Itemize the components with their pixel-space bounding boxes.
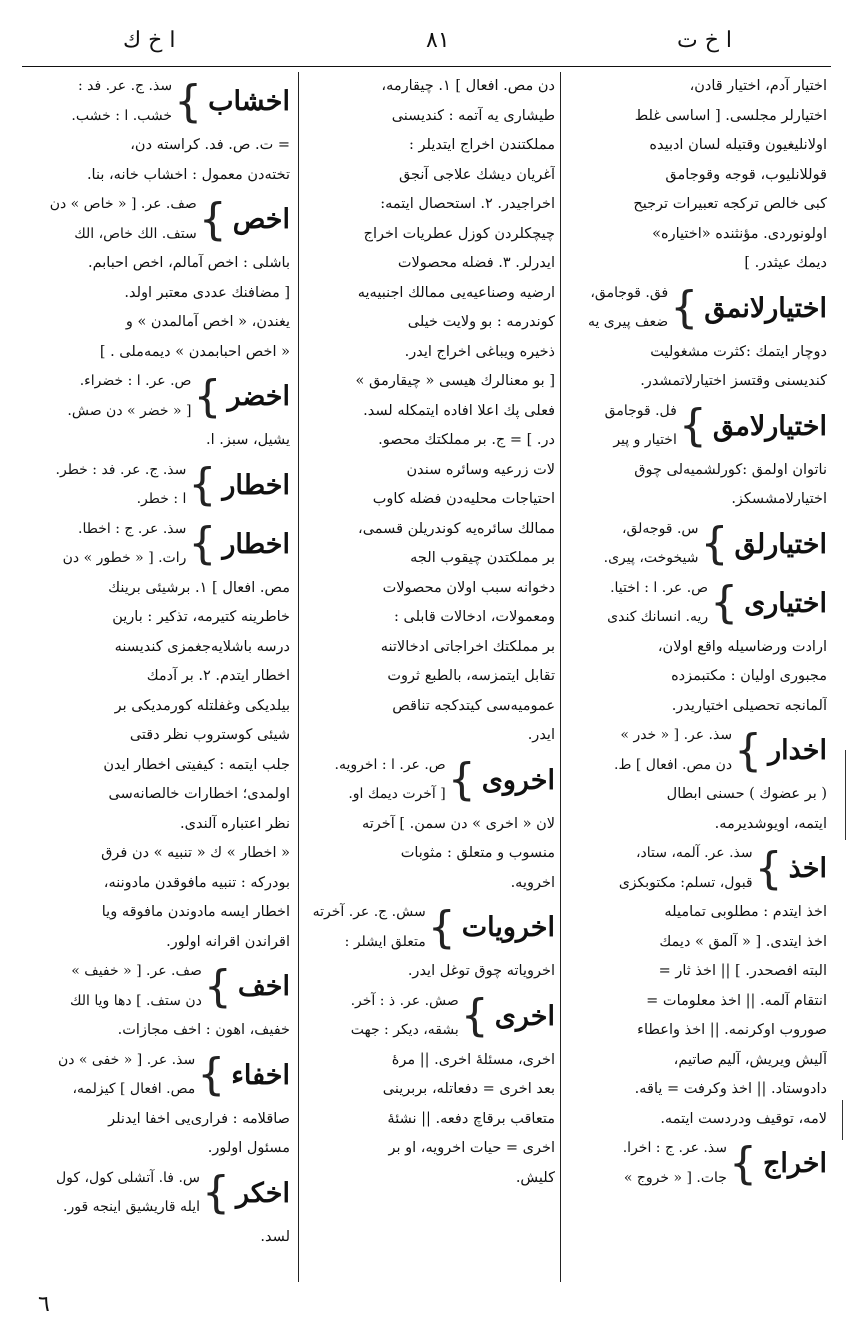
text-line: نظر اعتباره آلندی. <box>180 815 290 832</box>
text-line: ارضیه وصناعیه‌یی ممالك اجنبیه‌یه <box>357 284 555 301</box>
brace: } <box>447 754 476 805</box>
definition-line: سذ. عر. آلمه، ستاد، <box>635 845 753 861</box>
text-line: صوروب اوکرنمه. || اخذ واعطاء <box>637 1022 827 1038</box>
entry-definition <box>50 190 197 249</box>
text-line: = ت. ص. فد. کراسته دن، <box>130 137 290 153</box>
dictionary-entry <box>28 1046 290 1105</box>
dictionary-entry <box>565 397 827 456</box>
text-line: [ مضافنك عددی معتبر اولد. <box>124 284 290 301</box>
definition-line: [ « خضر » دن صش. <box>67 402 192 419</box>
entry-definition <box>351 987 459 1046</box>
entry-definition <box>58 1046 195 1105</box>
entry-definition <box>70 957 202 1016</box>
definition-line: [ آخرت دیمك او. <box>348 786 446 802</box>
text-line: تخته‌دن معمول : اخشاب خانه، بنا. <box>86 166 290 183</box>
entry-definition <box>63 515 187 574</box>
column-divider-left <box>298 72 299 1282</box>
text-line: آلیش ویریش، آلیم صاتیم، <box>673 1051 827 1068</box>
text-line: اخطار ایتدم. ۲. بر آدمك <box>146 668 290 684</box>
brace: } <box>427 901 456 953</box>
text-line: اولونوردی. مؤنثنده «اختیاره» <box>652 225 827 242</box>
definition-line: شیخوخت، پیری. <box>603 550 699 566</box>
headword: اختیارلامق <box>712 410 827 442</box>
middle-column <box>305 72 555 1282</box>
entry-definition <box>604 515 699 574</box>
definition-line: س. فا. آتشلی کول، کول <box>56 1169 200 1186</box>
text-line: مجبوری اولیان : مکتبمزده <box>671 668 827 684</box>
dictionary-entry <box>305 751 555 810</box>
definition-line: صف. عر. [ « خاص » دن <box>49 196 197 212</box>
entry-definition <box>56 456 187 515</box>
definition-line: متعلق ایشلر : <box>344 933 426 950</box>
text-line: دوچار ایتمك :کثرت مشغولیت <box>650 343 827 360</box>
entry-definition <box>335 751 446 810</box>
brace: } <box>197 1049 226 1100</box>
text-line: ایدر. <box>527 727 555 743</box>
text-line: اخطار ایسه مادوندن مافوقه ویا <box>101 904 290 920</box>
dictionary-entry <box>565 839 827 898</box>
text-line: کندیسنی وقتسز اختیارلاتمشدر. <box>640 373 827 389</box>
definition-line: س. قوجه‌لق، <box>621 520 699 537</box>
definition-line: صش. عر. ذ : آخر. <box>350 992 459 1009</box>
text-line: اولانلیغیون وقتیله لسان ادبیده <box>649 137 827 153</box>
text-line: « اخص احبابمدن » دیمه‌ملی . ] <box>99 343 290 360</box>
definition-line: صف. عر. [ « خفیف » <box>71 963 202 979</box>
headword: اخضر <box>227 381 290 412</box>
text-line: بعد اخری = دفعاتله، بربرینی <box>382 1081 555 1097</box>
text-line: آغریان دیشك علاجی آنجق <box>398 166 555 183</box>
headword: اخطار <box>222 469 290 501</box>
page-number: ۸۱ <box>426 28 450 53</box>
brace: } <box>700 518 729 569</box>
brace: } <box>710 577 739 628</box>
text-line: بیلدیکی وغفلتله کورمدیکی بر <box>114 697 290 714</box>
text-line: ومعمولات، ادخالات قابلی : <box>393 609 555 625</box>
dictionary-entry <box>28 72 290 131</box>
headword: اخذ <box>788 853 827 884</box>
definition-line: ریه. انسانك کندی <box>607 609 709 625</box>
headword: اخروی <box>481 764 555 796</box>
definition-line: جات. [ « خروج » <box>623 1169 727 1186</box>
definition-line: سش. ج. عر. آخرته <box>312 904 426 920</box>
definition-line: سذ. عر. ج : اخطا. <box>78 520 187 537</box>
entry-definition <box>71 72 172 131</box>
text-line: اخذ ایتدی. [ « آلمق » دیمك <box>659 933 827 950</box>
text-line: بر مملکتدن چیقوب الجه <box>410 550 555 566</box>
brace: } <box>203 960 232 1012</box>
text-line: دادوستاد. || اخذ وکرفت = یاقه. <box>634 1081 827 1097</box>
text-line: یشیل، سبز. ا. <box>206 432 290 448</box>
definition-line: ا : خطر. <box>136 491 187 507</box>
entry-definition <box>605 397 677 456</box>
text-line: ایتمه، اویوشدیرمه. <box>714 815 827 832</box>
dictionary-entry <box>28 957 290 1016</box>
entry-definition <box>313 898 426 957</box>
definition-line: بشقه، دیکر : جهت <box>350 1022 459 1038</box>
header-left-guide-word: ا خ ك <box>123 28 176 53</box>
headword: اخکر <box>236 1177 290 1209</box>
definition-line: ص. عر. ا : اختیا. <box>610 579 709 596</box>
text-line: ذخیره ویباغی اخراج ایدر. <box>404 343 555 360</box>
definition-line: خشب. ا : خشب. <box>71 107 173 124</box>
signature-number: ٦ <box>38 1292 50 1317</box>
definition-line: سذ. عر. [ « خدر » <box>620 727 733 743</box>
text-line: درسه باشلایه‌جغمزی کندیسنه <box>114 638 290 655</box>
text-line: تقابل ایتمزسه، بالطبع ثروت <box>387 668 555 684</box>
dictionary-entry <box>28 190 290 249</box>
text-line: جلب ایتمه : کیفیتی اخطار ایدن <box>103 756 290 773</box>
brace: } <box>198 193 227 245</box>
text-line: اخرویاته چوق توغل ایدر. <box>407 963 555 979</box>
text-line: خاطرینه کتیرمه، تذکیر : بارین <box>112 609 290 625</box>
text-line: عمومیه‌سی کیتدکجه تناقص <box>392 697 555 714</box>
text-line: کبی خالص ترکجه تعبیرات ترجیح <box>633 196 827 212</box>
text-line: ناتوان اولمق :کورلشمیه‌لی چوق <box>634 461 827 478</box>
brace: } <box>728 1137 757 1189</box>
definition-line: فق. قوجامق، <box>590 284 669 301</box>
text-line: مسئول اولور. <box>207 1140 290 1156</box>
brace: } <box>202 1167 230 1218</box>
text-line: صاقلامه : فراری‌یی اخفا ایدنلر <box>108 1110 290 1127</box>
text-line: اقراندن اقرانه اولور. <box>166 933 290 950</box>
text-line: « اخطار » ك « تنبیه » دن فرق <box>101 845 290 861</box>
left-column <box>28 72 290 1282</box>
entry-definition <box>623 1134 727 1193</box>
definition-line: مص. افعال ] کیزلمه، <box>72 1081 196 1097</box>
brace: } <box>193 370 222 422</box>
text-line: بر مملکتك اخراجاتی ادخالاتنه <box>380 638 555 655</box>
header-rule <box>22 66 831 67</box>
headword: اخص <box>232 204 290 235</box>
column-divider-right <box>560 72 561 1282</box>
text-line: اختیارلامشسکز. <box>731 491 827 507</box>
headword: اخطار <box>222 528 290 560</box>
definition-line: فل. قوجامق <box>604 402 677 419</box>
text-line: اخری = حیات اخرویه، او بر <box>388 1140 555 1156</box>
text-line: فعلی پك اعلا افاده ایتمکله لسد. <box>363 402 555 419</box>
text-line: البته افصحدر. ] || اخذ ثار = <box>658 963 827 979</box>
definition-line: سذ. ج. عر. فد : <box>77 78 173 94</box>
headword: اخدار <box>768 735 827 766</box>
text-line: اخرویه. <box>510 874 555 891</box>
margin-mark <box>842 1100 843 1140</box>
text-line: ممالك سائره‌یه کوندریلن قسمی، <box>358 520 555 537</box>
dictionary-entry <box>565 574 827 633</box>
text-line: چیچکلردن کوزل عطریات اخراج <box>363 225 555 242</box>
text-line: ایدرلر. ۳. فضله محصولات <box>397 255 555 271</box>
text-line: انتقام آلمه. || اخذ معلومات = <box>646 992 827 1009</box>
text-line: اخذ ایتدم : مطلوبی تمامیله <box>664 904 827 920</box>
text-line: لان « اخری » دن سمن. ] آخرته <box>361 815 555 832</box>
entry-definition <box>619 839 753 898</box>
text-line: کوندرمه : بو ولایت خیلی <box>407 314 555 330</box>
definition-line: سذ. عر. ج : اخرا. <box>622 1140 727 1156</box>
text-line: مص. افعال ] ۱. برشیئی برینك <box>108 579 290 596</box>
definition-line: ص. عر. ا : خضراء. <box>79 373 192 389</box>
dictionary-entry <box>565 1134 827 1193</box>
headword: اختیارلق <box>734 528 827 560</box>
text-line: یغندن، « اخص آمالمدن » و <box>125 314 290 330</box>
text-line: در. ] = ج. بر مملکتك محصو. <box>378 432 555 448</box>
definition-line: ضعف پیری یه <box>587 314 669 330</box>
dictionary-entry <box>565 721 827 780</box>
headword: اخراج <box>762 1148 827 1179</box>
headword: اخرویات <box>461 912 555 943</box>
headword: اخری <box>494 1000 555 1032</box>
text-line: [ بو معنالرك هیسی « چیقارمق » <box>355 373 555 389</box>
definition-line: سذ. ج. عر. فد : خطر. <box>55 461 187 478</box>
text-line: اخری، مسئلهٔ اخری. || مرهٔ <box>391 1051 555 1068</box>
brace: } <box>174 75 203 127</box>
brace: } <box>678 400 707 451</box>
text-line: لسد. <box>260 1228 290 1245</box>
dictionary-entry <box>565 279 827 338</box>
text-line: مملکتندن اخراج ایتدیلر : <box>409 137 555 153</box>
dictionary-entry <box>28 1164 290 1223</box>
text-line: طیشاری یه آتمه : کندیسنی <box>391 107 555 124</box>
dictionary-entry <box>28 367 290 426</box>
text-line: دخوانه سبب اولان محصولات <box>382 579 555 596</box>
text-line: بودرکه : تنبیه مافوقدن مادوننه، <box>103 874 290 891</box>
text-line: احتیاجات محلیه‌دن فضله کاوب <box>372 491 555 507</box>
text-line: اختیار آدم، اختیار قادن، <box>689 78 827 94</box>
text-line: ارادت ورضاسیله واقع اولان، <box>657 638 827 655</box>
definition-line: رات. [ « خطور » دن <box>62 550 187 566</box>
text-line: کلیش. <box>515 1169 555 1186</box>
text-line: قوللانلیوب، قوجه وقوجامق <box>665 166 827 183</box>
brace: } <box>188 518 217 569</box>
definition-line: دن ستف. ] دها ویا الك <box>69 992 202 1009</box>
brace: } <box>460 990 489 1041</box>
brace: } <box>754 842 783 894</box>
entry-definition <box>607 574 708 633</box>
definition-line: ایله قاریشیق اینجه قور. <box>63 1199 200 1215</box>
dictionary-entry <box>28 456 290 515</box>
brace: } <box>188 459 217 510</box>
definition-line: اختیار و پیر <box>613 432 677 448</box>
headword: اخف <box>237 971 290 1002</box>
headword: اخفاء <box>231 1059 290 1091</box>
text-line: منسوب و متعلق : مثوبات <box>400 845 555 861</box>
text-line: باشلی : اخص آمالم، اخص احبابم. <box>88 255 290 271</box>
entry-definition <box>614 721 732 780</box>
brace: } <box>670 282 699 333</box>
entry-definition <box>56 1164 200 1223</box>
dictionary-entry <box>305 898 555 957</box>
text-line: اختیارلر مجلسی. [ اساسی غلط <box>634 107 827 124</box>
text-line: اولمدی؛ اخطارات خالصانه‌سی <box>108 786 290 802</box>
text-line: شیئی کوستروب نظر دقتی <box>129 727 290 743</box>
headword: اختیاری <box>744 587 827 619</box>
right-column <box>565 72 827 1282</box>
headword: اختیارلانمق <box>704 292 827 324</box>
brace: } <box>734 724 763 776</box>
margin-mark <box>845 750 846 840</box>
text-line: دن مص. افعال ] ۱. چیقارمه، <box>381 78 555 94</box>
entry-definition <box>67 367 191 426</box>
dictionary-entry <box>305 987 555 1046</box>
dictionary-entry <box>565 515 827 574</box>
dictionary-entry <box>28 515 290 574</box>
text-line: دیمك عیثدر. ] <box>744 255 827 271</box>
entry-definition <box>588 279 668 338</box>
definition-line: سذ. عر. [ « خفی » دن <box>57 1051 196 1068</box>
definition-line: ستف. الك خاص، الك <box>74 225 197 242</box>
text-line: اخراجیدر. ۲. استحصال ایتمه: <box>380 196 555 212</box>
text-line: لات زرعیه وسائره سندن <box>406 461 555 478</box>
definition-line: دن مص. افعال ] ط. <box>614 756 733 773</box>
text-line: لامه، توقیف ودردست ایتمه. <box>660 1110 827 1127</box>
headword: اخشاب <box>208 86 290 117</box>
definition-line: ص. عر. ا : اخرویه. <box>334 756 446 773</box>
page-header <box>28 28 827 60</box>
text-line: خفیف، اهون : اخف مجازات. <box>117 1022 290 1038</box>
text-line: متعاقب برقاچ دفعه. || نشئهٔ <box>387 1110 555 1127</box>
text-line: آلمانجه تحصیلی اختیاریدر. <box>671 697 827 714</box>
header-right-guide-word: ا خ ت <box>676 28 732 53</box>
text-line: ( بر عضوك ) حسنی ابطال <box>666 786 827 802</box>
definition-line: قبول، تسلم: مکتوبکزی <box>618 874 753 891</box>
